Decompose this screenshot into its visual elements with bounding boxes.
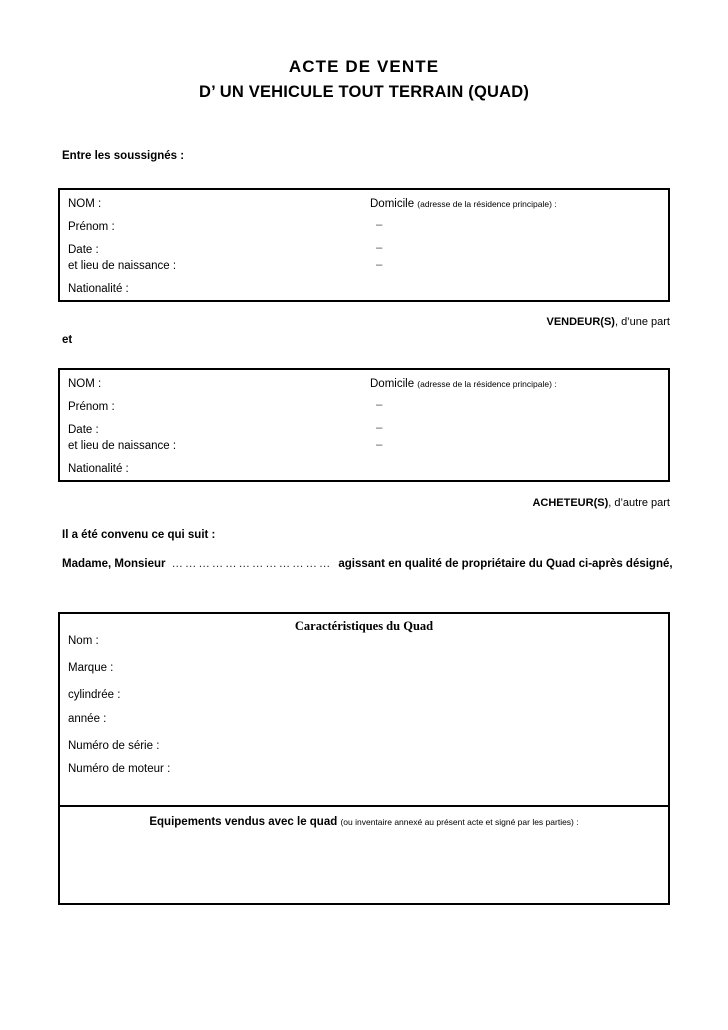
seller-domicile-word: Domicile <box>370 198 415 210</box>
buyer-domicile-word: Domicile <box>370 378 415 390</box>
seller-domicile-label <box>370 198 557 210</box>
buyer-domicile-dash-1: – <box>376 399 383 411</box>
buyer-prenom-label: Prénom : <box>68 401 115 413</box>
seller-fields <box>60 190 668 300</box>
buyer-domicile-dash-3: – <box>376 439 383 451</box>
et-connector: et <box>62 334 73 346</box>
seller-role-label: VENDEUR(S) <box>546 316 615 328</box>
equipment-label: Equipements vendus avec le quad <box>149 816 338 828</box>
equipment-note: (ou inventaire annexé au présent acte et signé par les parties) : <box>340 817 579 827</box>
quad-box-inner <box>60 614 668 903</box>
quad-field-marque: Marque : <box>68 662 114 674</box>
quad-field-cylindree: cylindrée : <box>68 689 121 701</box>
buyer-role-suffix: , d’autre part <box>608 497 670 509</box>
document-title <box>0 56 728 103</box>
seller-nationalite-label: Nationalité : <box>68 283 129 295</box>
seller-nom-label: NOM : <box>68 198 102 210</box>
buyer-nom-label: NOM : <box>68 378 102 390</box>
mandate-prefix: Madame, Monsieur <box>62 558 166 570</box>
buyer-domicile-dash-2: – <box>376 422 383 434</box>
buyer-role-label: ACHETEUR(S) <box>532 497 609 509</box>
quad-field-annee: année : <box>68 713 107 725</box>
quad-heading: Caractéristiques du Quad <box>294 619 434 633</box>
quad-characteristics-box <box>58 612 670 905</box>
buyer-date-label: Date : <box>68 424 99 436</box>
equipment-line <box>60 816 668 828</box>
buyer-party-box <box>58 368 670 482</box>
seller-domicile-dash-3: – <box>376 259 383 271</box>
mandate-line <box>62 558 673 570</box>
buyer-nationalite-label: Nationalité : <box>68 463 129 475</box>
quad-field-numero-moteur: Numéro de moteur : <box>68 763 171 775</box>
buyer-role-caption <box>532 497 670 509</box>
buyer-lieu-naissance-label: et lieu de naissance : <box>68 440 177 452</box>
buyer-fields <box>60 370 668 480</box>
seller-date-label: Date : <box>68 244 99 256</box>
seller-lieu-naissance-label: et lieu de naissance : <box>68 260 177 272</box>
quad-box-divider <box>58 805 670 807</box>
title-line-2: D’ UN VEHICULE TOUT TERRAIN (QUAD) <box>198 83 530 101</box>
seller-domicile-dash-2: – <box>376 242 383 254</box>
intro-text: Entre les soussignés : <box>62 150 185 162</box>
buyer-domicile-note: (adresse de la résidence principale) : <box>417 379 557 389</box>
mandate-suffix: agissant en qualité de propriétaire du Quad ci-après désigné, <box>338 558 673 570</box>
title-line-1: ACTE DE VENTE <box>288 57 440 76</box>
convenu-text: Il a été convenu ce qui suit : <box>62 529 216 541</box>
seller-role-suffix: , d’une part <box>614 316 670 328</box>
seller-role-caption <box>547 316 671 328</box>
seller-prenom-label: Prénom : <box>68 221 115 233</box>
seller-domicile-note: (adresse de la résidence principale) : <box>417 199 557 209</box>
mandate-fill-line: ……………………………… <box>171 558 333 570</box>
buyer-domicile-label <box>370 378 557 390</box>
quad-field-numero-serie: Numéro de série : <box>68 740 160 752</box>
quad-field-nom: Nom : <box>68 635 99 647</box>
seller-party-box <box>58 188 670 302</box>
seller-domicile-dash-1: – <box>376 219 383 231</box>
